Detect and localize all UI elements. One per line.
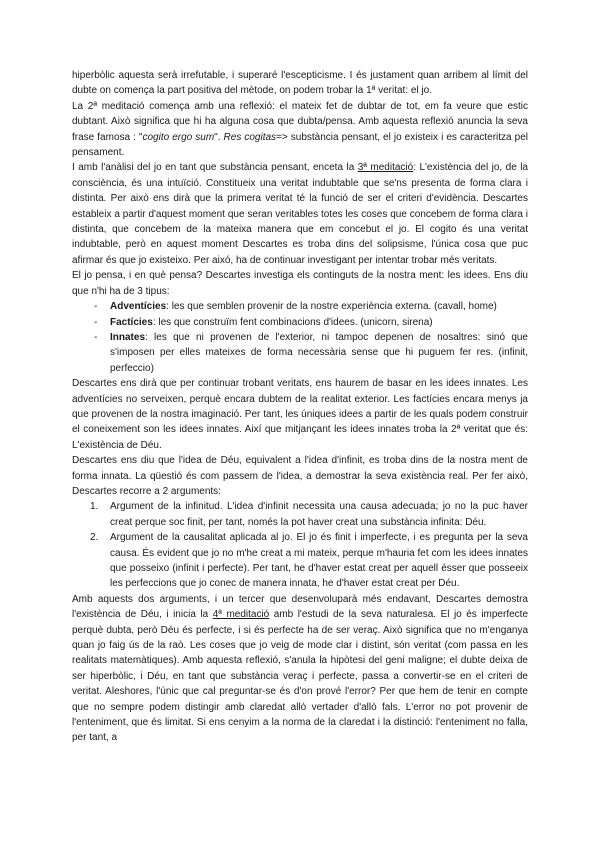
paragraph-god-idea: Descartes ens diu que l'idea de Déu, equivalent a l'idea d'infinit, es troba dins de la nostra ment de forma innata. La qüestió és com passem de l'idea, a demostrar la seva existència real. Per fer això, Descartes recorre a 2 arguments: <box>72 455 528 497</box>
argument-text: Argument de la causalitat aplicada al jo. El jo és finit i imperfecte, i es pregunta per la seva causa. És evident que jo no m'he creat a mi mateix, perque m'hauria fet com les idees innates que posseixo (infinit i perfecte). Per tant, he d'haver estat creat per aquell ésser que posseeix les perfeccions que jo conec de manera innata, he d'haver estat creat per Déu. <box>110 532 528 590</box>
idea-type-desc: : les que construïm fent combinacions d'idees. (unicorn, sirena) <box>152 316 433 328</box>
third-meditation-heading: 3ª meditació <box>357 162 414 174</box>
idea-type-term: Factícies <box>110 316 153 328</box>
paragraph-ideas-intro: El jo pensa, i en què pensa? Descartes investiga els continguts de la nostra ment: les idees. Ens diu que n'hi ha de 3 tipus: <box>72 270 528 297</box>
text: Amb aquests dos arguments, i un tercer que desenvoluparà més endavant, Descartes demostra l'existència de Déu, i inicia la <box>72 593 528 621</box>
list-number: 1. <box>90 501 99 513</box>
fourth-meditation-heading: 4ª meditació <box>212 609 270 621</box>
idea-type-desc: : les que semblen provenir de la nostre experiència externa. (cavall, home) <box>166 301 497 313</box>
paragraph-second-meditation <box>72 99 528 161</box>
paragraph-third-meditation <box>72 160 528 268</box>
list-item <box>110 315 528 330</box>
list-item <box>110 299 528 314</box>
arguments-list <box>72 499 528 591</box>
text: ". <box>214 131 224 143</box>
text: : L'existència del jo, de la consciència, és una intuïció. Constitueix una veritat indubtable que se'ns presenta de forma clara i distinta. Per això ens dirà que la primera veritat té la funció de ser el criteri d'evidència. Descartes estableix a partir d'aquest moment que seran veritables totes les coses que concebem de forma clara i distinta, que concebem de la mateixa manera que em concebut el jo. El cogito és una veritat indubtable, però en aquest moment Descartes es troba dins del solipsisme, l'única cosa que puc afirmar és que jo existeixo. Per aixó, ha de continuar investigant per intentar trobar més veritats. <box>72 162 528 266</box>
idea-type-term: Adventícies <box>110 301 167 313</box>
text: La 2ª meditació comença amb una reflexió: el mateix fet de dubtar de tot, em fa veure que estic dubtant. Això significa que hi ha alguna cosa que dubta/pensa. Amb aquesta reflexió anuncia la seva frase famosa : " <box>72 100 528 143</box>
idea-types-list <box>72 299 528 376</box>
list-item <box>90 530 528 592</box>
idea-type-term: Innates <box>110 331 146 343</box>
text: I amb l'anàlisi del jo en tant que substància pensant, enceta la <box>72 162 358 174</box>
paragraph-hyperbolic-doubt: hiperbòlic aquesta serà irrefutable, i superaré l'escepticisme. I és justament quan arribem al límit del dubte on comença la part positiva del mètode, on podem trobar la 1ª veritat: el jo. <box>72 70 528 97</box>
document-page <box>72 68 528 746</box>
idea-type-desc: : les que ni provenen de l'exterior, ni tampoc depenen de nosaltres: sinó que s'imposen per elles mateixes de forma necessària sense que hi puguem fer res. (infinit, perfeccio) <box>110 331 528 374</box>
res-cogitans-term: Res cogitas <box>223 131 277 143</box>
list-item <box>110 330 528 376</box>
list-item <box>90 499 528 530</box>
argument-text: Argument de la infinitud. L'idea d'infinit necessita una causa adecuada; jo no la puc haver creat perque soc finit, per tant, només la pot haver creat una substància infinita: Déu. <box>110 501 528 528</box>
paragraph-innate-ideas: Descartes ens dirà que per continuar trobant veritats, ens haurem de basar en les idees innates. Les adventícies no serveixen, perquè encara dubtem de la realitat exterior. Les factícies encara menys ja que provenen de la nostra imaginació. Per tant, les úniques idees a partir de les quals podem construir el coneixement son les idees innates. Així que mitjançant les idees innates troba la 2ª veritat que és: L'existència de Déu. <box>72 378 528 451</box>
paragraph-fourth-meditation <box>72 592 528 746</box>
text: => substància pensant, el jo existeix i es caracteritza pel pensament. <box>72 131 529 159</box>
text: amb l'estudi de la seva naturalesa. El jo és imperfecte perquè dubta, però Déu és perfecte, i si és perfecte ha de ser veraç. Això significa que no m'enganya quan jo faig ús de la raò. Les coses que jo veig de mode clar i distint, són veritat (com passa en les realitats matemàtiques). Amb aquesta reflexió, s'anula la hipòtesi del geni maligne; el dubte deixa de ser hiperbòlic, i Déu, en tant que substància veraç i perfecte, passa a convertir-se en el criteri de veritat. Aleshores, l'únic que cal preguntar-se és d'on prové l'error? Per que hem de tenir en compte que no sempre podem distingir amb claredat allò vertader d'allò fals. L'error no pot provenir de l'enteniment, que és limitat. Si ens cenyim a la norma de la claredat i la distinció: l'enteniment no falla, per tant, a <box>72 609 528 744</box>
list-number: 2. <box>90 532 99 544</box>
cogito-phrase: cogito ergo sum <box>142 131 215 143</box>
